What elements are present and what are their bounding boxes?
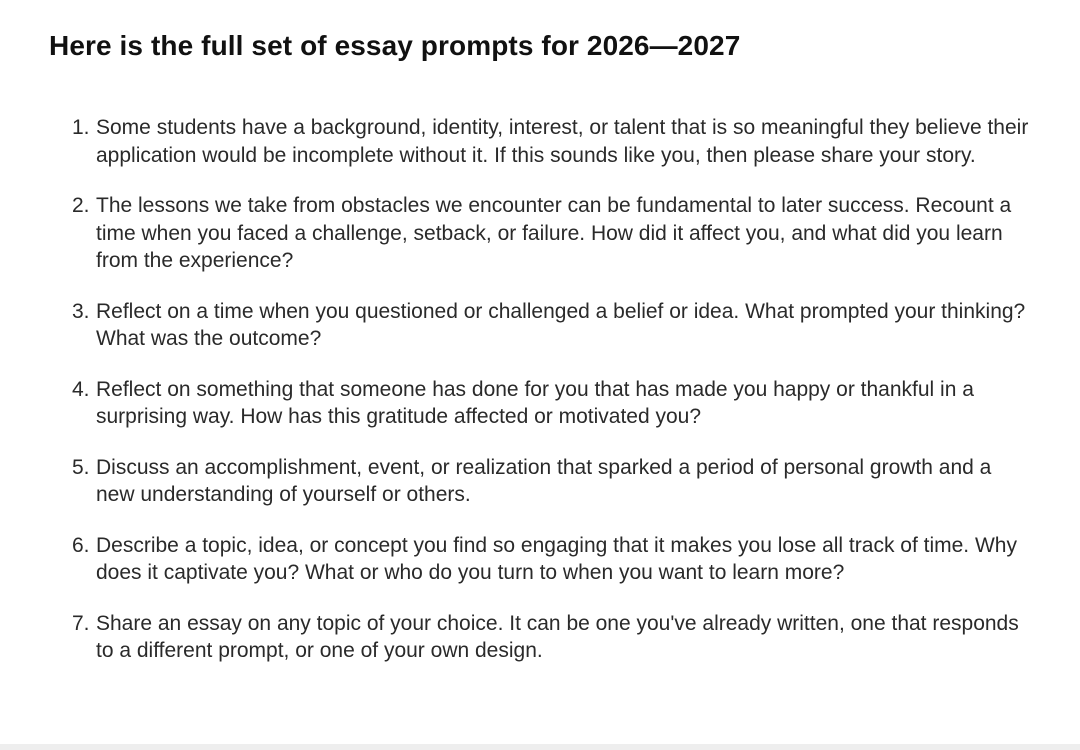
list-item-number: 1. — [72, 116, 90, 139]
list-item-text: Reflect on a time when you questioned or challenged a belief or idea. What prompted your thinking? What was the outcome? — [96, 299, 1026, 350]
list-item-text: Discuss an accomplishment, event, or realization that sparked a period of personal growth and a new understanding of yourself or others. — [96, 455, 992, 506]
list-item-text: Describe a topic, idea, or concept you find so engaging that it makes you lose all track of time. Why does it captivate you? What or who do you turn to when you want to learn more? — [96, 533, 1017, 584]
list-item-number: 4. — [72, 377, 90, 401]
list-item — [72, 376, 1032, 431]
page-bottom-divider — [0, 744, 1080, 750]
essay-prompt-list — [72, 114, 1032, 688]
list-item — [72, 454, 1032, 509]
list-item — [72, 114, 1032, 169]
list-item — [72, 532, 1032, 587]
list-item — [72, 610, 1032, 665]
list-item-number: 3. — [72, 299, 90, 323]
page-title: Here is the full set of essay prompts for 2026—2027 — [49, 30, 741, 61]
list-item-text: Reflect on something that someone has done for you that has made you happy or thankful in a surprising way. How has this gratitude affected or motivated you? — [96, 377, 974, 428]
list-item — [72, 298, 1032, 353]
list-item-text: Share an essay on any topic of your choice. It can be one you've already written, one that responds to a different prompt, or one of your own design. — [96, 611, 1019, 662]
list-item — [72, 192, 1032, 275]
list-item-number: 7. — [72, 611, 90, 635]
list-item-number: 6. — [72, 533, 90, 557]
list-item-number: 5. — [72, 455, 90, 479]
list-item-text: Some students have a background, identity, interest, or talent that is so meaningful they believe their application would be incomplete without it. If this sounds like you, then please share your story. — [96, 116, 1029, 167]
list-item-number: 2. — [72, 194, 90, 217]
list-item-text: The lessons we take from obstacles we encounter can be fundamental to later success. Recount a time when you faced a challenge, setback, or failure. How did it affect you, and what did you learn from the experience? — [96, 194, 1012, 272]
